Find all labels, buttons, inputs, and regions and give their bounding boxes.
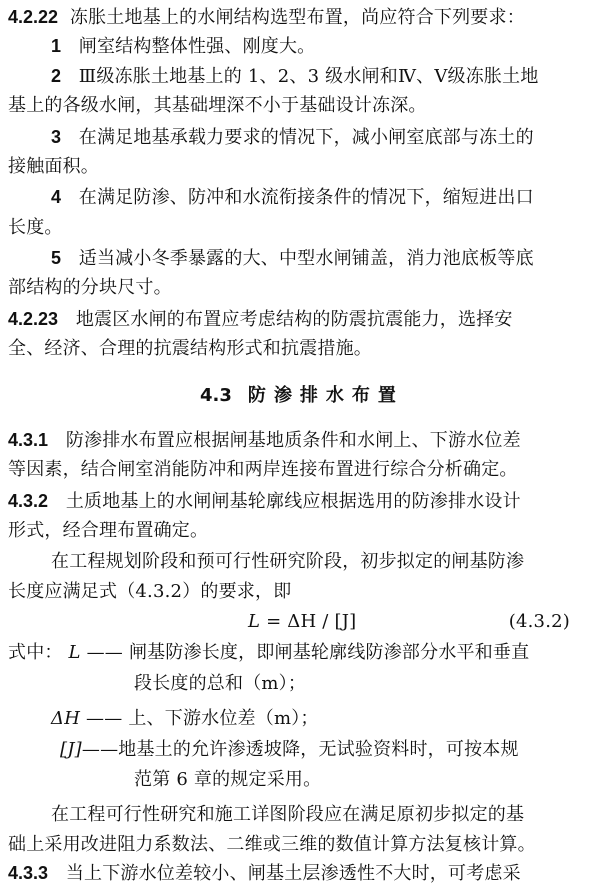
paragraph-2-line-1: 在工程可行性研究和施工详图阶段应在满足原初步拟定的基 [51,804,525,825]
section-number: 4.3 [200,385,232,406]
clause-text: 土质地基上的水闸闸基轮廓线应根据选用的防渗排水设计 [65,491,521,512]
term-dash: —— [80,708,129,729]
item-number: 4 [51,187,62,207]
item-number: 2 [51,66,62,86]
clause-4-2-22-first-line [8,2,525,32]
clause-number: 4.2.23 [8,309,59,329]
item-text: 在满足防渗、防冲和水流衔接条件的情况下，缩短进出口 [78,187,534,208]
clause-4-3-2-continuation: 形式，经合理布置确定。 [8,520,209,541]
where-term-L-continuation: 段长度的总和（m）； [134,673,307,694]
term-definition: 地基土的允许渗透坡降，无试验资料时，可按本规 [118,739,519,760]
item-number: 1 [51,36,62,56]
formula-line [0,607,600,637]
section-heading [200,381,404,411]
list-item-5 [51,243,534,273]
item-text: 在满足地基承载力要求的情况下，减小闸室底部与冻土的 [78,127,534,148]
item-text: 适当减小冬季暴露的大、中型水闸铺盖，消力池底板等底 [78,248,534,269]
list-item-2 [51,61,539,91]
list-item-4-continuation: 长度。 [8,217,63,238]
clause-4-2-23 [8,304,513,334]
list-item-4 [51,182,534,212]
section-title: 防渗排水布置 [247,385,404,406]
clause-4-3-2 [8,486,521,516]
list-item-5-continuation: 部结构的分块尺寸。 [8,277,172,298]
term-symbol: [J] [60,739,82,760]
paragraph-1-line-1: 在工程规划阶段和预可行性研究阶段，初步拟定的闸基防渗 [51,551,525,572]
formula-rhs: = ΔH / [J] [260,611,357,632]
list-item-3 [51,122,534,152]
clause-number: 4.3.3 [8,863,49,883]
paragraph-1-line-2: 长度应满足式（4.3.2）的要求，即 [8,581,292,602]
where-term-J [60,735,519,765]
item-text: 闸室结构整体性强、刚度大。 [78,36,316,57]
clause-4-3-3 [8,858,521,888]
clause-text: 冻胀土地基上的水闸结构选型布置，尚应符合下列要求： [69,7,525,28]
clause-4-3-1 [8,425,521,455]
formula-lhs: L [248,611,261,632]
term-dash: —— [81,739,119,760]
term-dash: —— [80,642,129,663]
item-text: Ⅲ级冻胀土地基上的 1、2、3 级水闸和Ⅳ、Ⅴ级冻胀土地 [78,66,539,87]
term-symbol: L [68,642,81,663]
term-symbol: ΔH [51,708,81,729]
term-definition: 闸基防渗长度，即闸基轮廓线防渗部分水平和垂直 [128,642,530,663]
list-item-2-continuation: 基上的各级水闸，其基础埋深不小于基础设计冻深。 [8,95,427,116]
clause-text: 当上下游水位差较小、闸基土层渗透性不大时，可考虑采 [65,863,521,884]
list-item-1 [51,31,315,61]
clause-number: 4.3.1 [8,430,49,450]
paragraph-2-line-2: 础上采用改进阻力系数法、二维或三维的数值计算方法复核计算。 [8,834,536,855]
where-term-L [8,638,529,668]
formula-number: (4.3.2) [508,611,570,632]
clause-number: 4.3.2 [8,491,49,511]
clause-4-3-1-continuation: 等因素，结合闸室消能防冲和两岸连接布置进行综合分析确定。 [8,459,518,480]
where-term-deltaH [51,704,319,734]
clause-text: 防渗排水布置应根据闸基地质条件和水闸上、下游水位差 [65,430,521,451]
clause-4-2-23-continuation: 全、经济、合理的抗震结构形式和抗震措施。 [8,338,372,359]
list-item-3-continuation: 接触面积。 [8,156,99,177]
where-term-J-continuation: 范第 6 章的规定采用。 [134,769,322,790]
clause-text: 地震区水闸的布置应考虑结构的防震抗震能力，选择安 [75,309,513,330]
item-number: 3 [51,127,62,147]
clause-number: 4.2.22 [8,7,59,27]
term-definition: 上、下游水位差（m）； [128,708,319,729]
formula [248,607,356,637]
item-number: 5 [51,248,62,268]
where-label: 式中： [8,642,63,663]
